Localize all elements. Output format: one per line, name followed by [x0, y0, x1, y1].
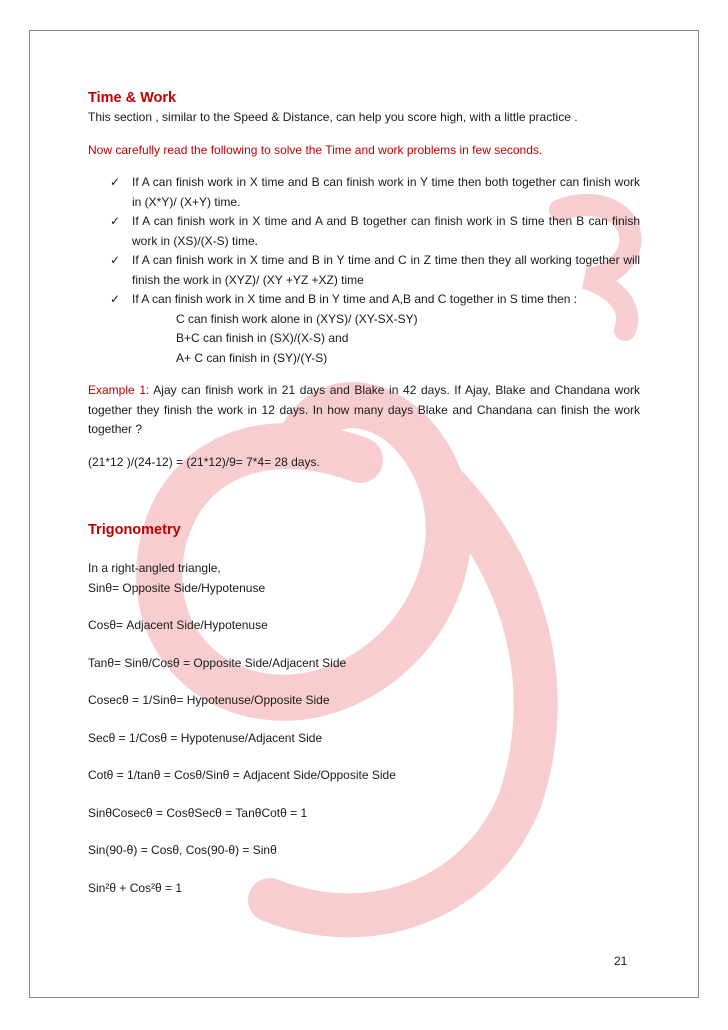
checkmark-icon: ✓ [110, 292, 121, 306]
list-item: ✓ If A can finish work in X time and B in Y time and A,B and C together in S time then : [88, 290, 640, 310]
instruction-text: Now carefully read the following to solve the Time and work problems in few seconds. [88, 142, 543, 157]
example-paragraph [88, 381, 640, 440]
example-text: Ajay can finish work in 21 days and Blake in 42 days. If Ajay, Blake and Chandana work together they finish the work in 12 days. In how many days Blake and Chandana can finish the work together ? [88, 383, 640, 436]
trig-intro: In a right-angled triangle, [88, 561, 221, 575]
rules-list [88, 173, 640, 310]
sub-rule: A+ C can finish in (SY)/(Y-S) [176, 350, 328, 365]
formula: Cosθ= Adjacent Side/Hypotenuse [88, 618, 268, 632]
formula: Secθ = 1/Cosθ = Hypotenuse/Adjacent Side [88, 730, 323, 745]
formula: Cosecθ = 1/Sinθ= Hypotenuse/Opposite Side [88, 693, 330, 707]
list-item: ✓ If A can finish work in X time and B in Y time and C in Z time then they all working together will finish the work in (XYZ)/ (XY +YZ +XZ) time [110, 253, 640, 287]
formula: Sinθ= Opposite Side/Hypotenuse [88, 580, 266, 595]
page-number: 21 [614, 954, 628, 968]
example-label: Example 1: [88, 383, 150, 397]
formula: Sin(90-θ) = Cosθ, Cos(90-θ) = Sinθ [88, 843, 277, 857]
section-intro: This section , similar to the Speed & Distance, can help you score high, with a little practice . [88, 110, 578, 124]
formula: Tanθ= Sinθ/Cosθ = Opposite Side/Adjacent Side [88, 655, 347, 670]
section-heading-trigonometry: Trigonometry [88, 522, 181, 538]
sub-rule: B+C can finish in (SX)/(X-S) and [176, 331, 349, 345]
checkmark-icon: ✓ [110, 214, 121, 228]
page-content [88, 88, 640, 916]
sub-rule: C can finish work alone in (XYS)/ (XY-SX-SY) [176, 311, 418, 326]
section-heading-time-work: Time & Work [88, 90, 177, 106]
checkmark-icon: ✓ [110, 175, 121, 189]
list-item: ✓ If A can finish work in X time and A and B together can finish work in S time then B can finish work in (XS)/(X-S) time. [110, 214, 640, 248]
formula: Cotθ = 1/tanθ = Cosθ/Sinθ = Adjacent Side/Opposite Side [88, 768, 396, 782]
list-item: ✓ If A can finish work in X time and B can finish work in Y time then both together can finish work in (X*Y)/ (X+Y) time. [110, 175, 640, 209]
example-solution: (21*12 )/(24-12) = (21*12)/9= 7*4= 28 days. [88, 454, 320, 469]
checkmark-icon: ✓ [110, 253, 121, 267]
formula: SinθCosecθ = CosθSecθ = TanθCotθ = 1 [88, 805, 308, 820]
formula: Sin²θ + Cos²θ = 1 [88, 880, 183, 895]
